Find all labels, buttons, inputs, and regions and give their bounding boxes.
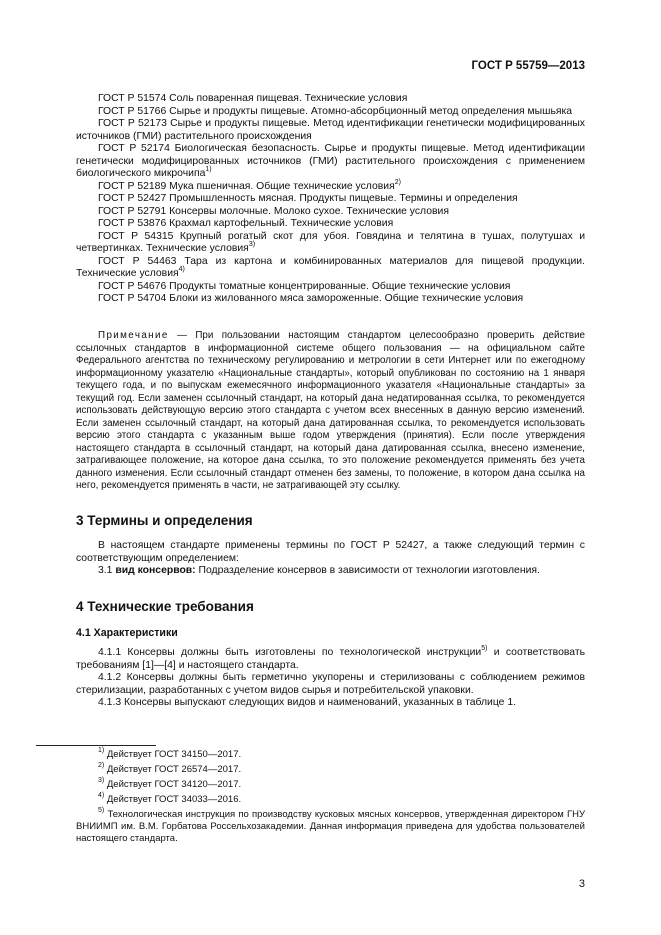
footnote: $^{2)}$ Действует ГОСТ 26574—2017. <box>98 762 242 775</box>
para-4-1-3: 4.1.3 Консервы выпускают следующих видов и наименований, указанных в таблице 1. <box>98 697 517 709</box>
normative-references-list <box>76 93 585 306</box>
footnote-ref[interactable]: 4) <box>178 266 185 273</box>
document-header: ГОСТ Р 55759—2013 <box>471 60 585 72</box>
subsection-4-1-title: 4.1 Характеристики <box>76 627 178 639</box>
para-4-1-2: 4.1.2 Консервы должны быть герметично укупорены и стерилизованы с соблюдением режимов стерилизации, разработанных с учетом видов сырья и потребительской упаковки. <box>76 672 585 696</box>
reference-item: ГОСТ Р 51766 Сырье и продукты пищевые. Атомно-абсорбционный метод определения мышьяка <box>98 105 573 117</box>
footnote: $^{3)}$ Действует ГОСТ 34120—2017. <box>98 777 242 790</box>
reference-item: ГОСТ Р 54315 Крупный рогатый скот для убоя. Говядина и телятина в тушах, полутушах и четвертинках. Технические условия$^{3)}$ <box>76 230 585 254</box>
footnote-ref[interactable]: 5) <box>481 645 488 652</box>
section-3-body <box>76 540 585 578</box>
footnote: $^{4)}$ Действует ГОСТ 34033—2016. <box>98 792 242 805</box>
reference-item: ГОСТ Р 52427 Промышленность мясная. Продукты пищевые. Термины и определения <box>98 193 518 204</box>
reference-item: ГОСТ Р 52189 Мука пшеничная. Общие технические условия$^{2)}$ <box>98 178 401 192</box>
para-4-1-1: 4.1.1 Консервы должны быть изготовлены по технологической инструкции$^{5)}$ и соответствовать требованиям [1]—[4] и настоящего стандарта. <box>76 645 585 671</box>
footnote-ref[interactable]: 3) <box>248 241 256 248</box>
section-4-body <box>76 647 585 710</box>
section-3-title: 3 Термины и определения <box>76 513 253 528</box>
footnote-ref[interactable]: 1) <box>205 166 212 173</box>
footnote: $^{5)}$ Технологическая инструкция по производству кусковых мясных консервов, утвержденная директором ГНУ ВНИИМП им. В.М. Горбатова Россельхозакадемии. Данная информация приведена для удобства пользователей настоящего стандарта. <box>76 807 586 844</box>
footnotes <box>76 749 585 845</box>
term-definition: 3.1 вид консервов: Подразделение консервов в зависимости от технологии изготовления. <box>98 565 540 577</box>
term: вид консервов: <box>115 565 196 577</box>
reference-item: ГОСТ Р 52791 Консервы молочные. Молоко сухое. Технические условия <box>98 205 449 217</box>
reference-item: ГОСТ Р 54676 Продукты томатные концентрированные. Общие технические условия <box>98 280 511 292</box>
reference-item: ГОСТ Р 54463 Тара из картона и комбинированных материалов для пищевой продукции. Технические условия$^{4)}$ <box>76 255 585 279</box>
note-paragraph <box>76 330 585 493</box>
reference-item: ГОСТ Р 53876 Крахмал картофельный. Технические условия <box>98 218 394 229</box>
footnote: $^{1)}$ Действует ГОСТ 34150—2017. <box>98 747 242 760</box>
reference-item: ГОСТ Р 52173 Сырье и продукты пищевые. Метод идентификации генетически модифицированных источников (ГМИ) растительного происхождения <box>76 118 585 142</box>
reference-item: ГОСТ Р 51574 Соль поваренная пищевая. Технические условия <box>98 93 408 104</box>
reference-item: ГОСТ Р 54704 Блоки из жилованного мяса замороженные. Общие технические условия <box>98 293 524 304</box>
reference-item: ГОСТ Р 52174 Биологическая безопасность. Сырье и продукты пищевые. Метод идентификации генетически модифицированных источников (ГМИ) растительного происхождения с применением биологического микрочипа$^{1)}$ <box>76 143 585 179</box>
page-number: 3 <box>578 878 585 890</box>
footnote-separator <box>36 745 156 746</box>
section-4-title: 4 Технические требования <box>76 599 254 614</box>
note-label: Примечание <box>98 330 169 341</box>
note-text: — При пользовании настоящим стандартом целесообразно проверить действие ссылочных стандартов в информационной системе общего пользования — на официальном сайте Федерального агентства по техническому регулированию и метрологии в сети Интернет или по ежегодному информационному указателю «Национальные стандарты», который опубликован по состоянию на 1 января текущего года, и по выпускам ежемесячного информационного указателя «Национальные стандарты» за текущий год. Если заменен ссылочный стандарт, на который дана недатированная ссылка, то рекомендуется использовать действующую версию этого стандарта с учетом всех внесенных в данную версию изменений. Если заменен ссылочный стандарт, на который дана датированная ссылка, то рекомендуется использовать версию этого стандарта с указанным выше годом утверждения (принятия). Если после утверждения настоящего стандарта в ссылочный стандарт, на который дана датированная ссылка, внесено изменение, затрагивающее положение, на которое дана ссылка, то это положение рекомендуется применять без учета данного изменения. Если ссылочный стандарт отменен без замены, то положение, в котором дана ссылка на него, рекомендуется применять в части, не затрагивающей эту ссылку. <box>76 330 585 491</box>
footnote-ref[interactable]: 2) <box>394 178 401 186</box>
section-3-intro: В настоящем стандарте применены термины по ГОСТ Р 52427, а также следующий термин с соответствующим определением: <box>76 540 585 564</box>
